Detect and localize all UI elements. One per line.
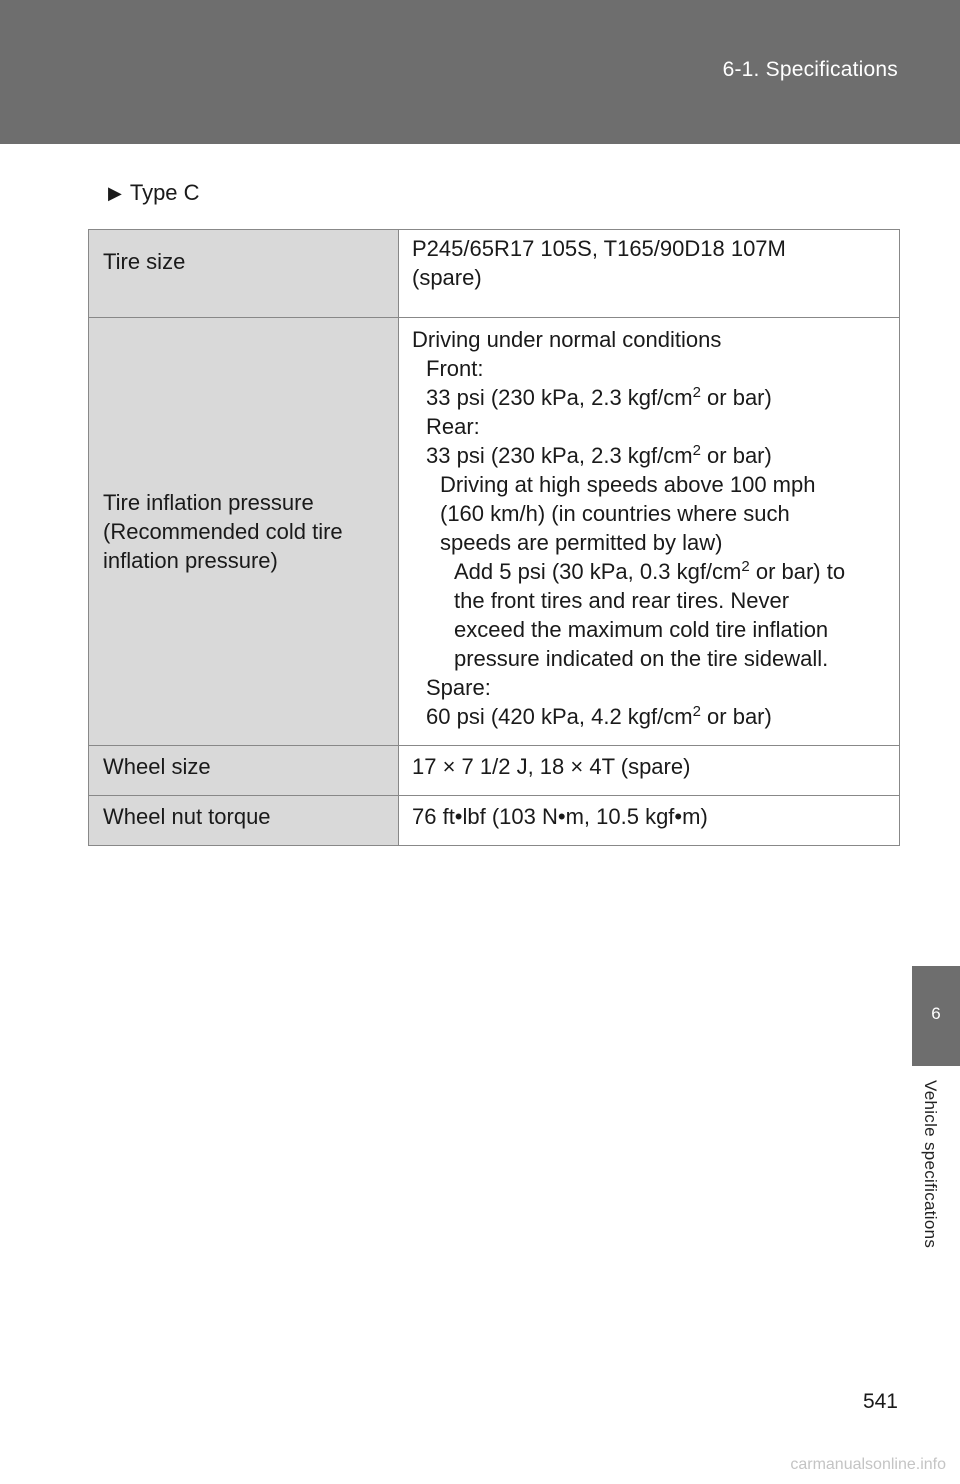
triangle-right-icon: ▶ [108, 183, 122, 203]
table-row [89, 230, 900, 318]
row-value [399, 796, 900, 846]
inflation-label-line: Tire inflation pressure [103, 490, 314, 515]
table-row [89, 746, 900, 796]
add-pressure-line: exceed the maximum cold tire inflation [454, 617, 829, 642]
wheel-nut-torque-label: Wheel nut torque [103, 804, 271, 829]
normal-conditions-heading: Driving under normal conditions [412, 327, 722, 352]
chapter-number: 6 [931, 1004, 941, 1023]
tire-size-label: Tire size [103, 249, 186, 274]
type-heading [108, 180, 200, 206]
row-value [399, 230, 900, 318]
high-speed-line: Driving at high speeds above 100 mph [440, 472, 816, 497]
wheel-size-label: Wheel size [103, 754, 211, 779]
row-label [89, 746, 399, 796]
table-row [89, 318, 900, 746]
spare-pressure: 60 psi (420 kPa, 4.2 kgf/$cm^2$ or bar) [426, 703, 772, 729]
high-speed-line: (160 km/h) (in countries where such [440, 501, 790, 526]
wheel-size-value: 17 × 7 1/2 J, 18 × 4T (spare) [412, 754, 691, 779]
section-heading: 6-1. Specifications [722, 58, 898, 81]
tire-size-value-line: (spare) [412, 265, 482, 290]
front-pressure: 33 psi (230 kPa, 2.3 kgf/$cm^2$ or bar) [426, 384, 772, 410]
page-header [0, 0, 960, 144]
tire-size-value-line: P245/65R17 105S, T165/90D18 107M [412, 236, 786, 261]
table-row [89, 796, 900, 846]
add-pressure-line: pressure indicated on the tire sidewall. [454, 646, 829, 671]
wheel-nut-torque-value: 76 ft•lbf (103 N•m, 10.5 kgf•m) [412, 804, 708, 829]
chapter-tab [912, 966, 960, 1066]
front-label: Front: [426, 356, 484, 381]
rear-label: Rear: [426, 414, 480, 439]
inflation-label-line: inflation pressure) [103, 548, 278, 573]
chapter-label: Vehicle specifications [921, 1080, 940, 1249]
row-value [399, 318, 900, 746]
inflation-label-line: (Recommended cold tire [103, 519, 343, 544]
page-number: 541 [862, 1390, 898, 1413]
add-pressure-line: the front tires and rear tires. Never [454, 588, 790, 613]
rear-pressure: 33 psi (230 kPa, 2.3 kgf/$cm^2$ or bar) [426, 442, 772, 468]
add-pressure-line: Add 5 psi (30 kPa, 0.3 kgf/$cm^2$ or bar) to [454, 558, 846, 584]
spare-label: Spare: [426, 675, 491, 700]
row-label [89, 318, 399, 746]
high-speed-line: speeds are permitted by law) [440, 530, 723, 555]
type-title: Type C [129, 180, 200, 205]
row-label [89, 796, 399, 846]
row-value [399, 746, 900, 796]
row-label [89, 230, 399, 318]
spec-table [88, 229, 900, 846]
watermark: carmanualsonline.info [790, 1456, 946, 1473]
